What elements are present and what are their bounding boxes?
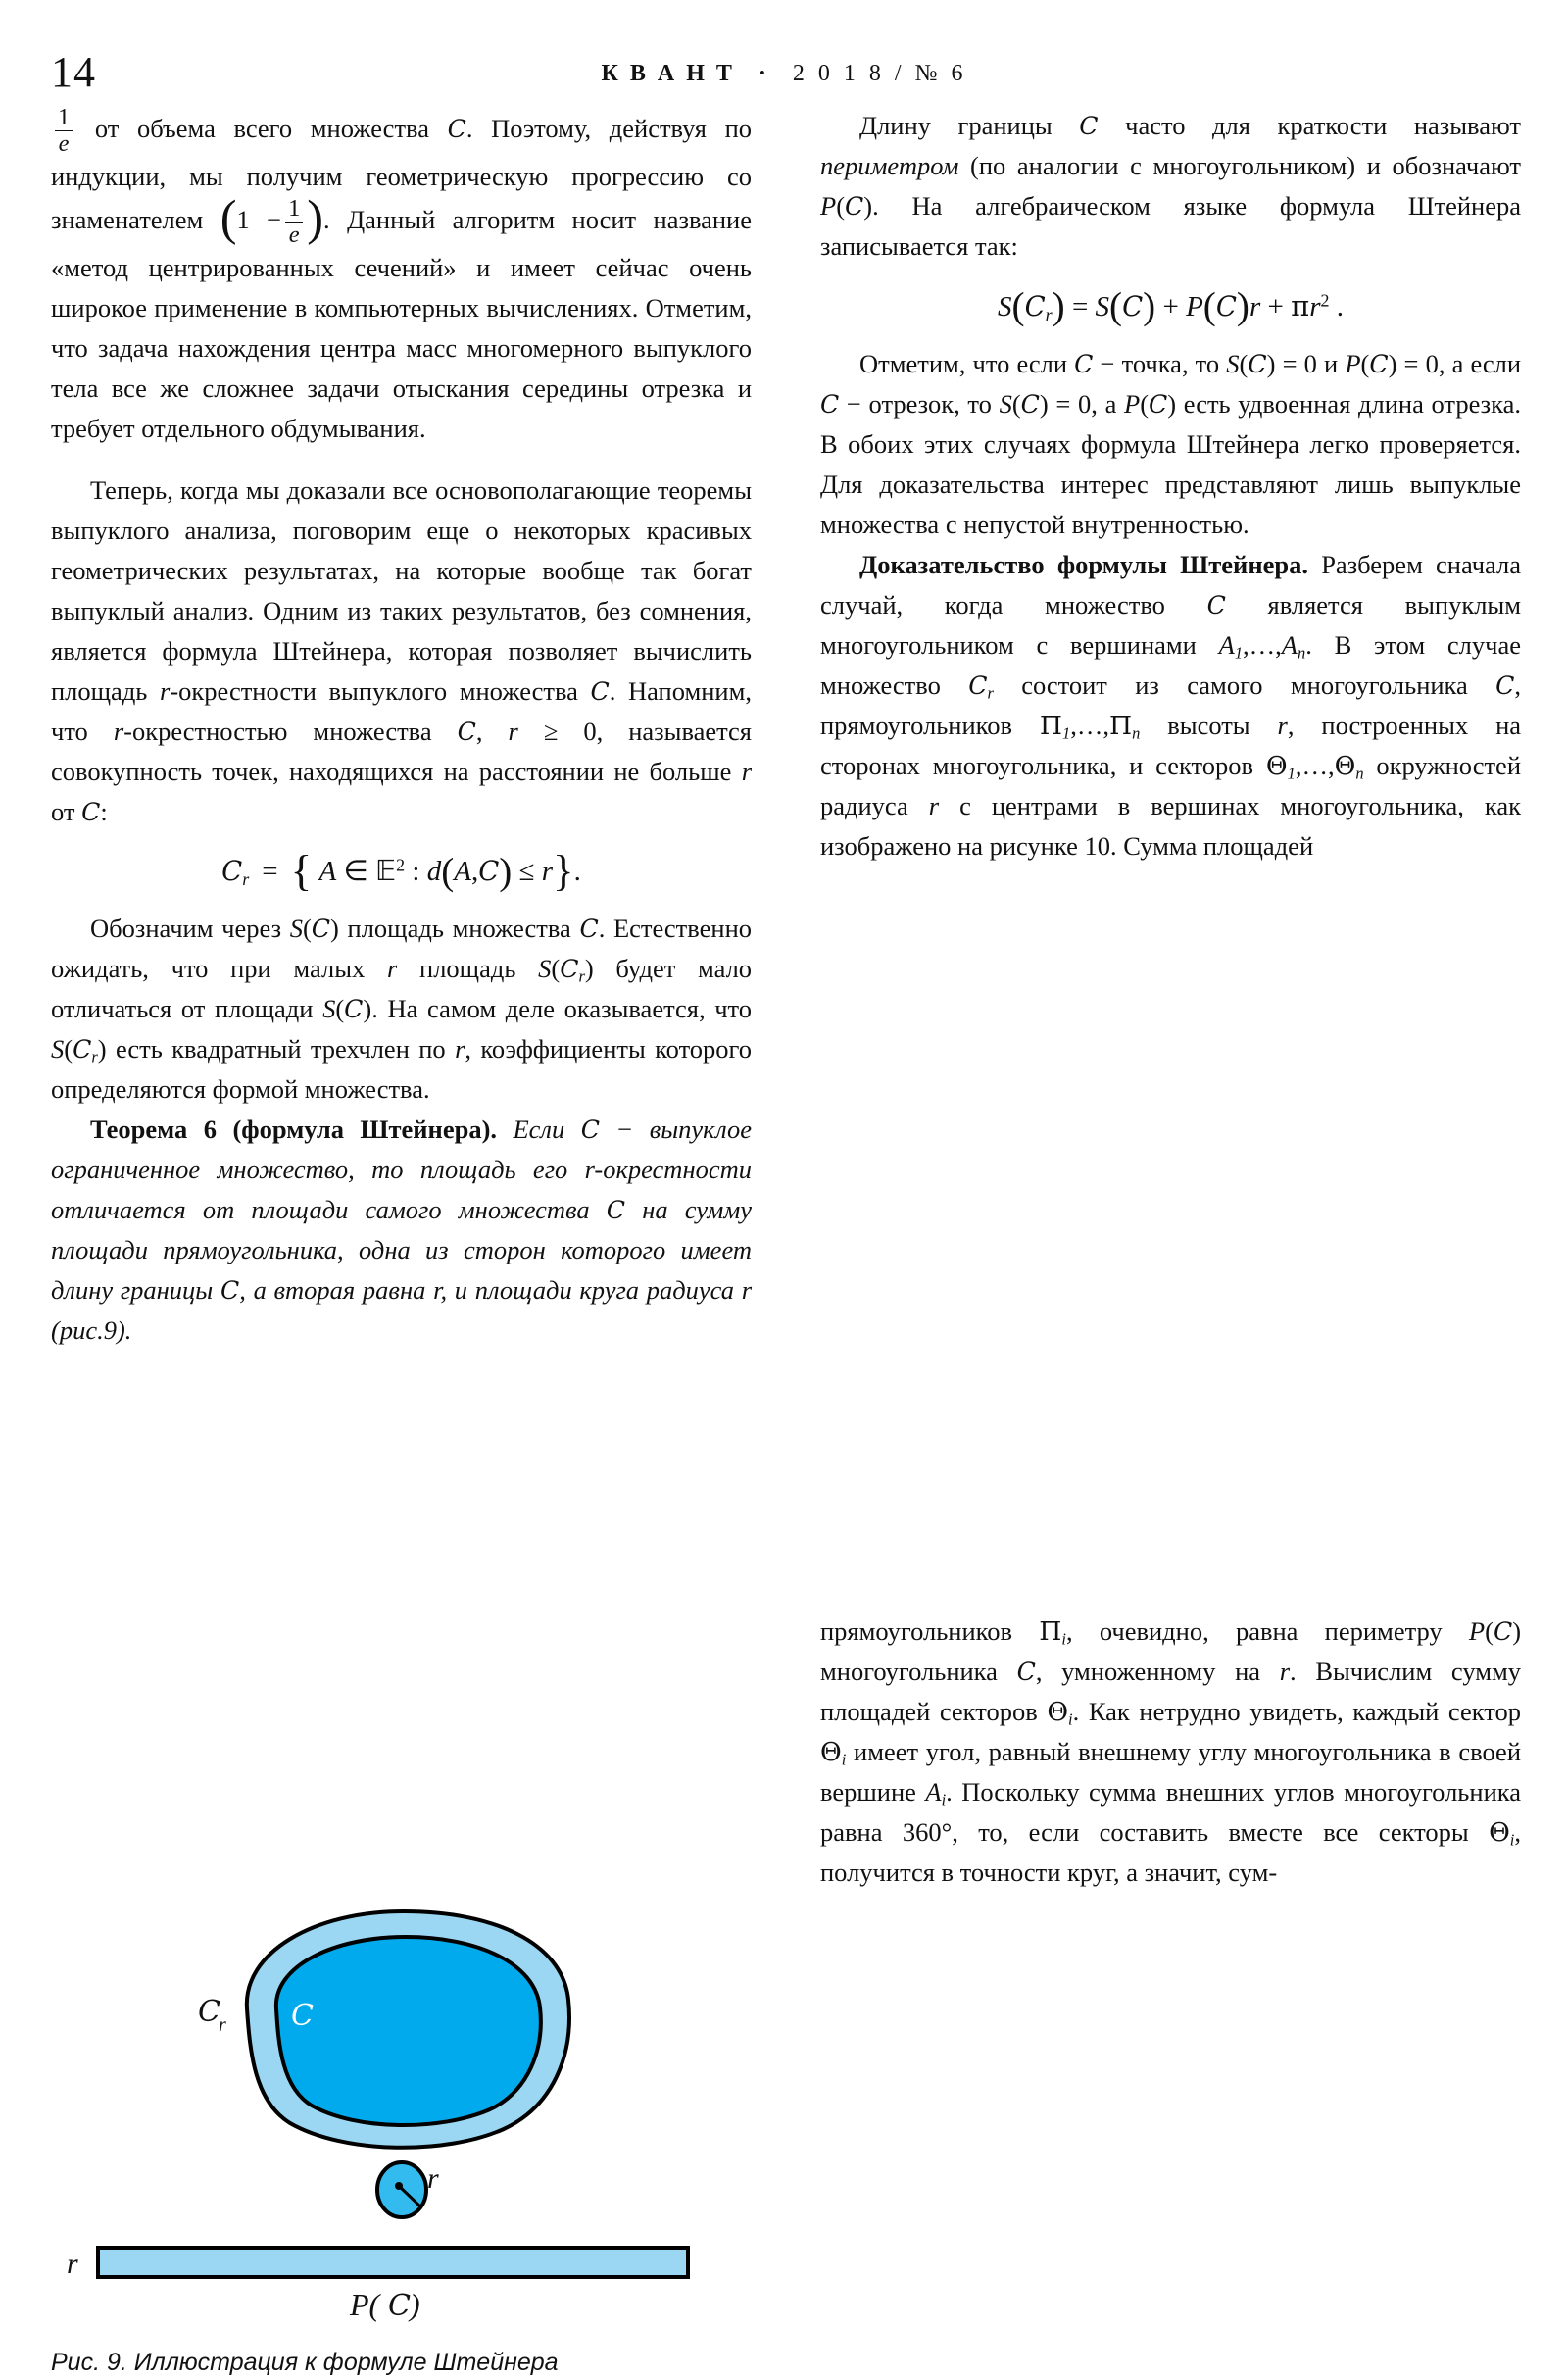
right-paragraph-3: прямоугольников $\Pi_i$, очевидно, равна периметру P(C) многоугольника C, умноженному на r. Вычислим сумму площадей секторов $\Theta_i$. Как нетрудно увидеть, каждый сектор $\Theta_i$ имеет угол, равный внешнему углу многоугольника в своей вершине $A_i$. Поскольку сумма внешних углов многоугольника равна 360°, то, если составить вместе все секторы $\Theta_i$, получится в точности круг, а значит, сум- (820, 1616, 1522, 1887)
page-header (0, 29, 1568, 96)
script-c-symbol: C (590, 677, 610, 707)
script-c-symbol: C (579, 915, 599, 944)
header-separator: · (758, 61, 769, 86)
proof-title: Доказательство формулы Штейнера. (859, 550, 1308, 579)
paragraph-3: Обозначим через S(C) площадь множества C. Естественно ожидать, что при малых r площадь $S(C_r)$ будет мало отличаться от площади S(C). На самом деле оказывается, что $S(C_r)$ есть квадратный трехчлен по r, коэффициенты которого определяются формой множества. (51, 914, 753, 1105)
page-number: 14 (51, 48, 96, 96)
fig9-label-bar-height: r (67, 2248, 78, 2280)
script-c-symbol: C (81, 798, 101, 827)
fig9-perimeter-bar (98, 2248, 688, 2277)
script-c-symbol: C (1074, 350, 1094, 378)
fig9-label-bar-width: P( (350, 2287, 380, 2322)
figure-9-graphic (51, 1906, 752, 2327)
script-c-symbol: C (1079, 112, 1099, 140)
equation-steiner-formula: $S(C_r) = S(C) + P(C)r + \pi r^2$ . (998, 285, 1344, 328)
right-column (820, 106, 1521, 1893)
journal-title: К В А Н Т (601, 61, 735, 86)
script-c-symbol: C (220, 1276, 240, 1306)
left-paren: ( (220, 190, 237, 246)
proof-paragraph: Доказательство формулы Штейнера. Разберем сначала случай, когда множество C является выпуклым многоугольником с вершинами $A_1,\dots,A_n$. В этом случае множество $C_r$ состоит из самого многоугольника C, прямоугольников $\Pi_1,\dots,\Pi_n$ высоты r, построенных на сторонах многоугольника, и секторов $\Theta_1,\dots,\Theta_n$ окружностей радиуса r с центрами в вершинах многоугольника, как изображено на рисунке 10. Сумма площадей (820, 550, 1522, 861)
script-c-symbol: C (1016, 1658, 1036, 1686)
fig9-label-bar-width-close: ) (410, 2287, 420, 2322)
issue-label: 2 0 1 8 / № 6 (792, 61, 967, 86)
fig9-label-c-r-sub: r (219, 2014, 226, 2036)
paragraph-gap (51, 449, 752, 471)
script-c-symbol: C (580, 1115, 600, 1145)
figure-9-caption: Рис. 9. Иллюстрация к формуле Штейнера (51, 2349, 559, 2376)
fig9-label-radius: r (427, 2162, 439, 2195)
paragraph-1: $\frac{1}{e}$ от объема всего множества C. Поэтому, действуя по индукции, мы получим геометрическую прогрессию со знаменателем (1 − $\frac{1}{e}$ ). Данный алгоритм носит название «метод центрированных сечений» и имеет сейчас очень широкое применение в компьютерных вычислениях. Отметим, что задача нахождения центра масс многомерного выпуклого тела все же сложнее задачи отыскания середины отрезка и требует отдельного обдумывания. (51, 104, 753, 444)
script-c-symbol: C (447, 115, 466, 144)
fig9-label-c-r: C (198, 1995, 220, 2029)
equation-c-r-definition: $C_r$ = { A ∈ 𝔼$^2$ : d(A,C) ≤ r}. (221, 845, 581, 895)
theorem-6: Теорема 6 (формула Штейнера). Если C − выпуклое ограниченное множество, то площадь его r-окрестности отличается от площади самого множества C на сумму площади прямоугольника, одна из сторон которого имеет длину границы C, а вторая равна r, и площади круга радиуса r (рис.9). (51, 1115, 753, 1346)
figure-9 (51, 1906, 752, 2376)
script-c-symbol: C (457, 718, 476, 747)
script-c-symbol: C (1495, 671, 1515, 700)
theorem-title: Теорема 6 (формула Штейнера). (90, 1115, 498, 1145)
fraction-one-over-e: $\frac{1}{e}$ (55, 105, 73, 156)
paragraph-2: Теперь, когда мы доказали все основополагающие теоремы выпуклого анализа, поговорим еще о некоторых красивых геометрических результатах, на которые вообще так богат выпуклый анализ. Одним из таких результатов, без сомнения, является формула Штейнера, которая позволяет вычислить площадь r-окрестности выпуклого множества C. Напомним, что r-окрестностью множества C, r ≥ 0, называется совокупность точек, находящихся на расстоянии не больше r от C: (51, 475, 753, 827)
script-c-symbol: C (221, 856, 243, 888)
right-paragraph-2: Отметим, что если C − точка, то S(C) = 0 и P(C) = 0, а если C − отрезок, то S(C) = 0, а P(C) есть удвоенная длина отрезка. В обоих этих случаях формула Штейнера легко проверяется. Для доказательства интерес представляют лишь выпуклые множества с непустой внутренностью. (820, 349, 1522, 539)
script-c-symbol: C (968, 671, 988, 700)
left-column (51, 104, 753, 2376)
right-paren: ) (307, 190, 324, 246)
running-head (0, 61, 1568, 87)
right-paragraph-1: Длину границы C часто для краткости называют периметром (по аналогии с многоугольником) и обозначают P(C). На алгебраическом языке формула Штейнера записывается так: (820, 111, 1521, 261)
fig9-inner-blob (276, 1937, 541, 2125)
script-c-symbol: C (1206, 591, 1226, 620)
fig9-label-bar-width-sym: C (388, 2289, 411, 2323)
script-c-symbol: C (820, 390, 840, 419)
fraction-one-over-e-2: $\frac{1}{e}$ (285, 196, 303, 247)
script-c-symbol: C (606, 1196, 626, 1225)
figure-10-spacer (820, 867, 1521, 1611)
two-column-body (51, 104, 1522, 2376)
fig9-label-c: C (291, 1999, 314, 2033)
